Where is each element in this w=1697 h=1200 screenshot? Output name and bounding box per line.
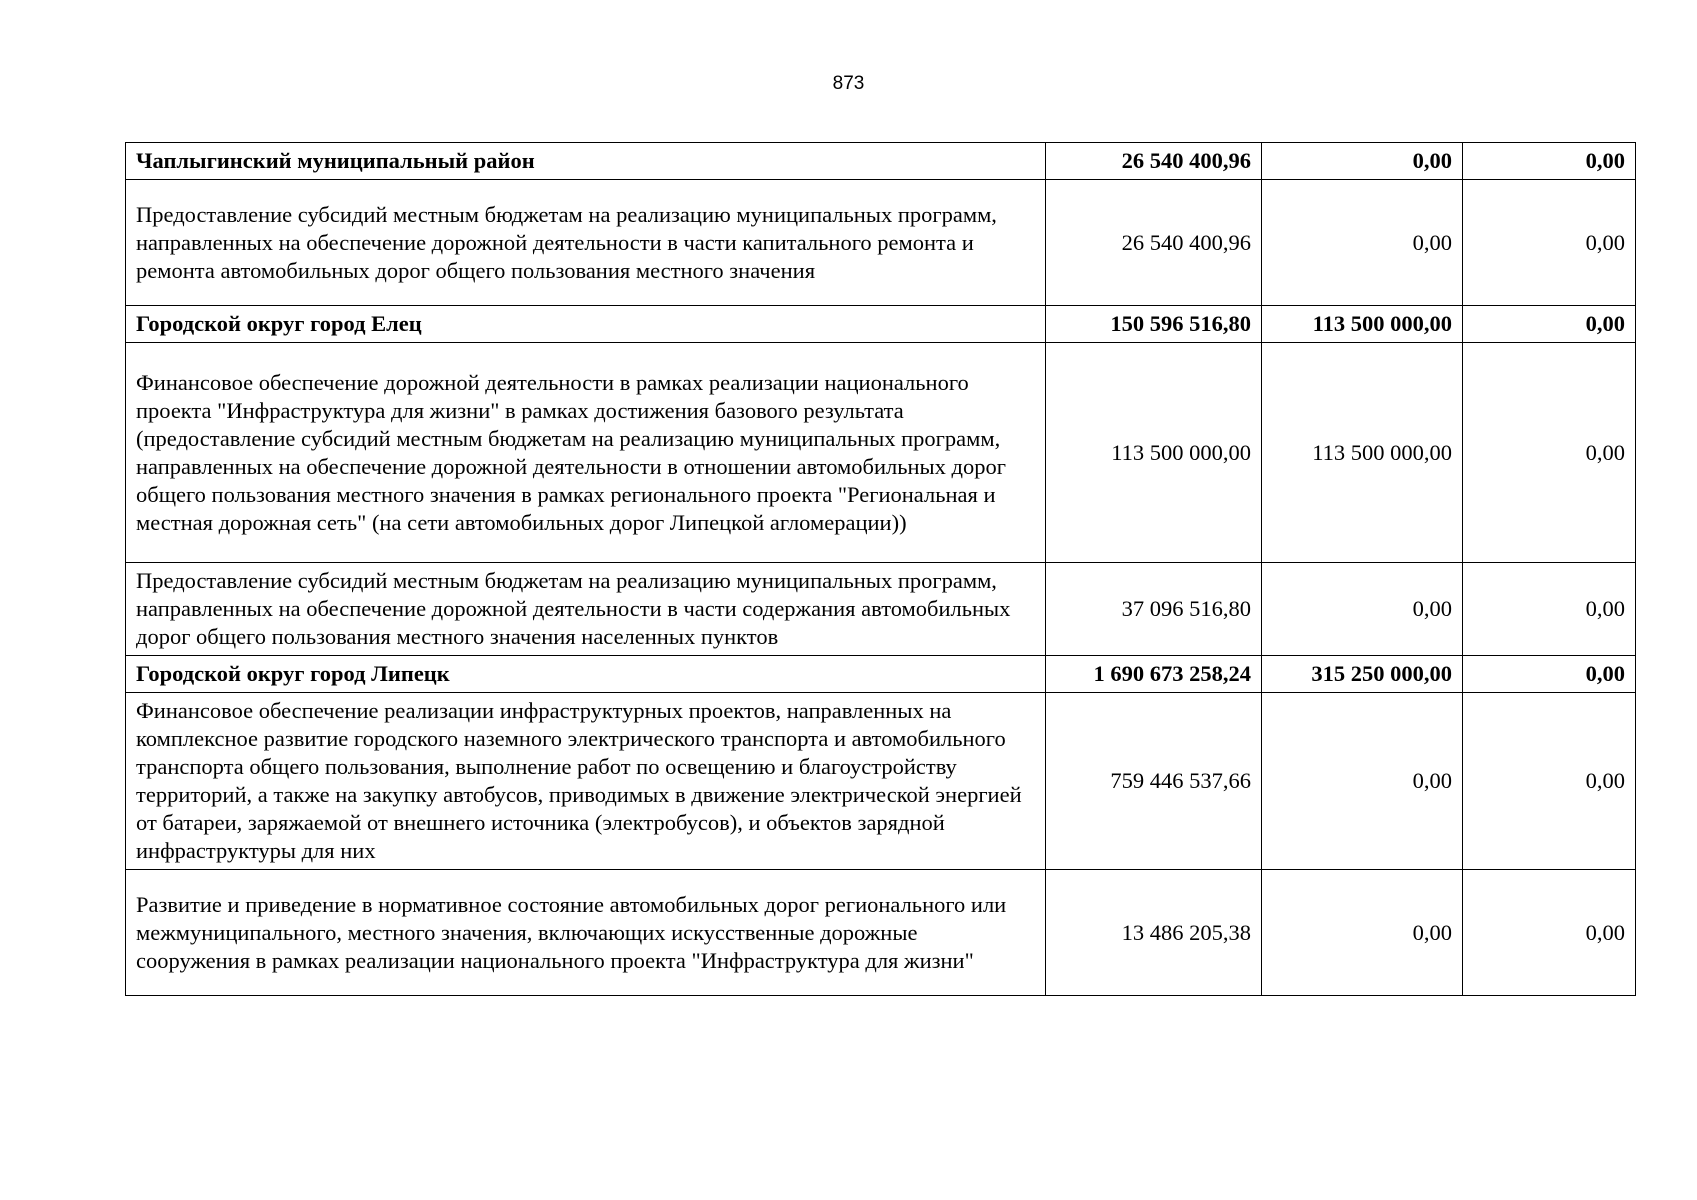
row-value-3: 0,00 [1463, 343, 1636, 563]
row-value-2: 315 250 000,00 [1262, 656, 1463, 693]
row-name: Предоставление субсидий местным бюджетам на реализацию муниципальных программ, направленных на обеспечение дорожной деятельности в части капитального ремонта и ремонта автомобильных дорог общего пользования местного значения [126, 180, 1046, 306]
table-row-group [126, 656, 1636, 693]
table-row [126, 343, 1636, 563]
table-row [126, 180, 1636, 306]
row-value-2: 113 500 000,00 [1262, 343, 1463, 563]
table-row [126, 563, 1636, 656]
row-name: Предоставление субсидий местным бюджетам на реализацию муниципальных программ, направленных на обеспечение дорожной деятельности в части содержания автомобильных дорог общего пользования местного значения населенных пунктов [126, 563, 1046, 656]
row-value-2: 0,00 [1262, 180, 1463, 306]
row-name: Финансовое обеспечение дорожной деятельности в рамках реализации национального проекта "Инфраструктура для жизни" в рамках достижения базового результата (предоставление субсидий местным бюджетам на реализацию муниципальных программ, направленных на обеспечение дорожной деятельности в отношении автомобильных дорог общего пользования местного значения в рамках регионального проекта "Региональная и местная дорожная сеть" (на сети автомобильных дорог Липецкой агломерации)) [126, 343, 1046, 563]
row-value-3: 0,00 [1463, 656, 1636, 693]
row-value-1: 13 486 205,38 [1046, 870, 1262, 996]
row-value-1: 759 446 537,66 [1046, 693, 1262, 870]
row-value-1: 26 540 400,96 [1046, 143, 1262, 180]
row-value-1: 150 596 516,80 [1046, 306, 1262, 343]
row-value-2: 113 500 000,00 [1262, 306, 1463, 343]
row-name: Городской округ город Липецк [126, 656, 1046, 693]
table-row-group [126, 143, 1636, 180]
row-value-3: 0,00 [1463, 180, 1636, 306]
table-row [126, 870, 1636, 996]
budget-table [125, 142, 1636, 996]
row-value-3: 0,00 [1463, 870, 1636, 996]
table-row-group [126, 306, 1636, 343]
row-value-3: 0,00 [1463, 143, 1636, 180]
row-value-1: 37 096 516,80 [1046, 563, 1262, 656]
row-value-2: 0,00 [1262, 563, 1463, 656]
row-value-3: 0,00 [1463, 306, 1636, 343]
row-value-1: 113 500 000,00 [1046, 343, 1262, 563]
row-name: Развитие и приведение в нормативное состояние автомобильных дорог регионального или межмуниципального, местного значения, включающих искусственные дорожные сооружения в рамках реализации национального проекта "Инфраструктура для жизни" [126, 870, 1046, 996]
row-name: Чаплыгинский муниципальный район [126, 143, 1046, 180]
row-value-2: 0,00 [1262, 693, 1463, 870]
row-name: Городской округ город Елец [126, 306, 1046, 343]
table-row [126, 693, 1636, 870]
row-value-3: 0,00 [1463, 693, 1636, 870]
row-value-2: 0,00 [1262, 143, 1463, 180]
row-value-1: 26 540 400,96 [1046, 180, 1262, 306]
row-value-3: 0,00 [1463, 563, 1636, 656]
row-value-2: 0,00 [1262, 870, 1463, 996]
page-number: 873 [832, 73, 865, 94]
row-name: Финансовое обеспечение реализации инфраструктурных проектов, направленных на комплексное развитие городского наземного электрического транспорта и автомобильного транспорта общего пользования, выполнение работ по освещению и благоустройству территорий, а также на закупку автобусов, приводимых в движение электрической энергией от батареи, заряжаемой от внешнего источника (электробусов), и объектов зарядной инфраструктуры для них [126, 693, 1046, 870]
row-value-1: 1 690 673 258,24 [1046, 656, 1262, 693]
